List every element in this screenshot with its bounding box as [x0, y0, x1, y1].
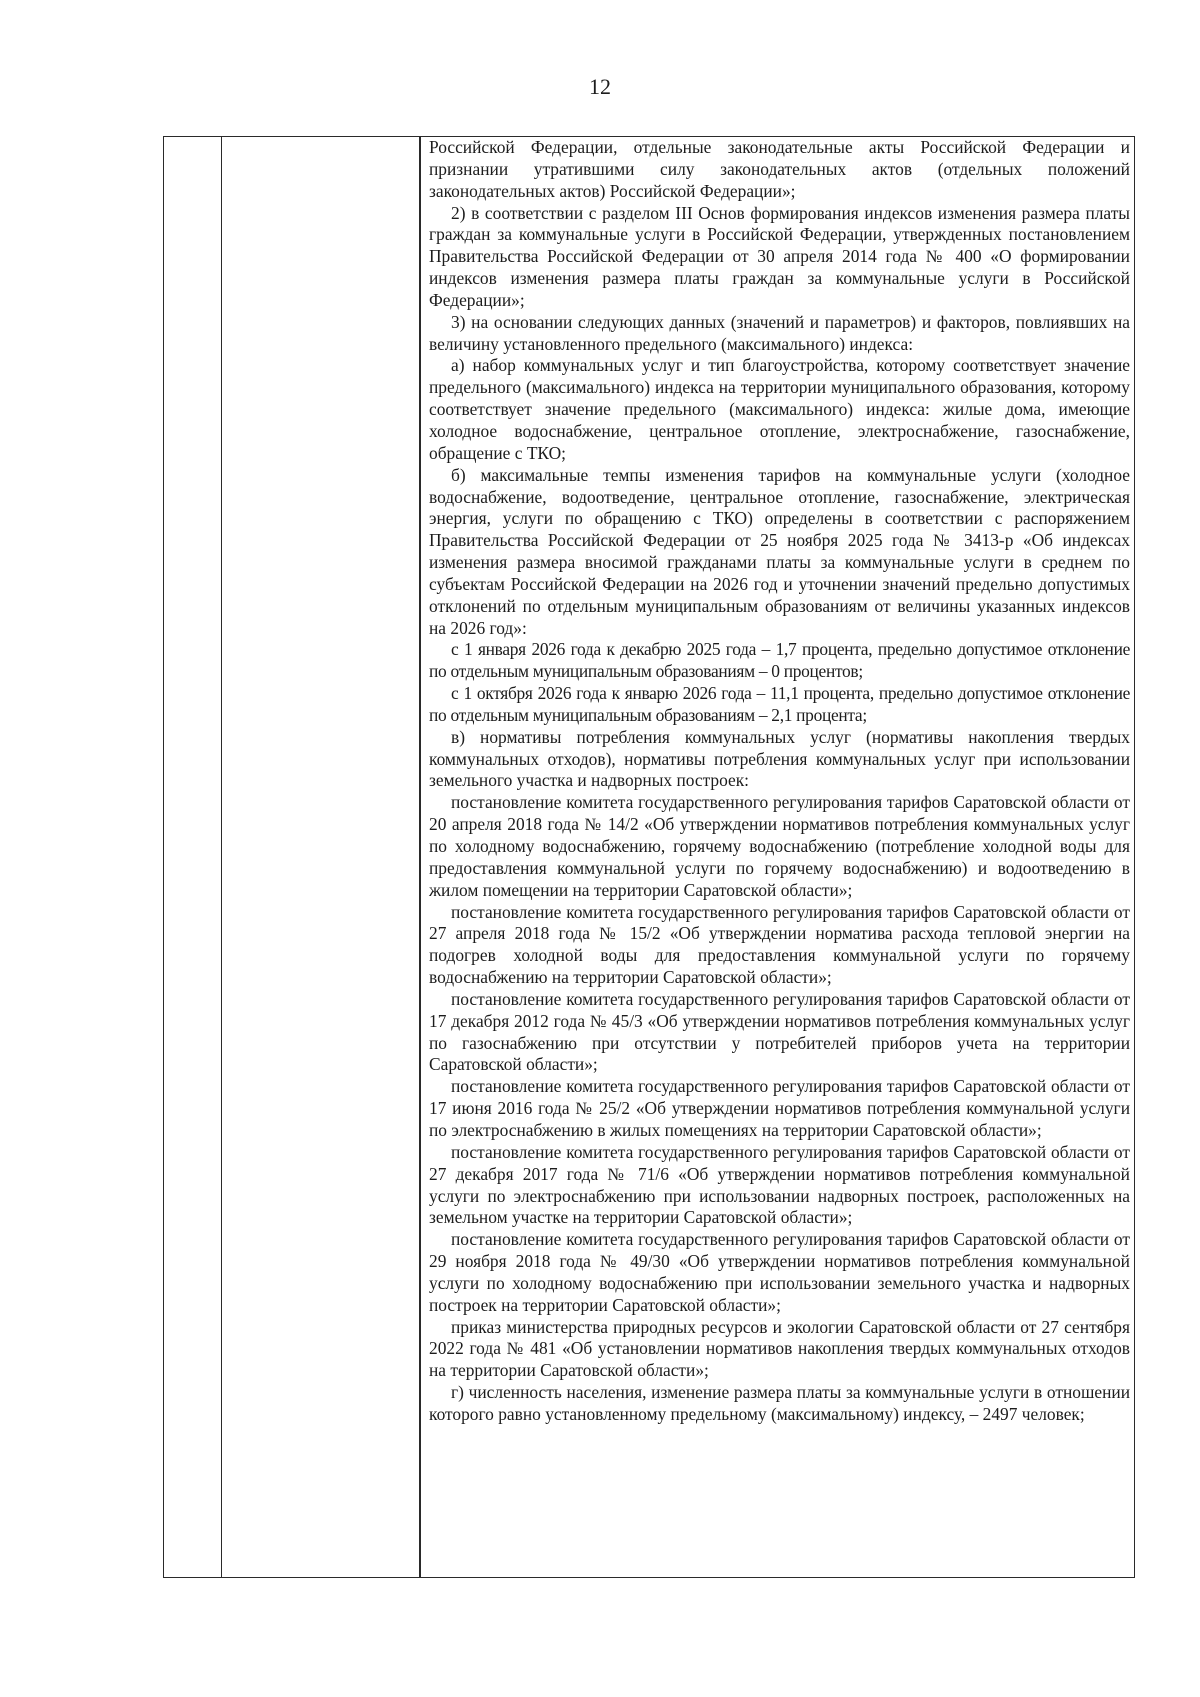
paragraph-2: 3) на основании следующих данных (значений и параметров) и факторов, повлиявших на величину установленного предельного (максимального) индекса:: [429, 311, 1130, 354]
table-column-2: [222, 137, 421, 1577]
paragraph-10: постановление комитета государственного регулирования тарифов Саратовской области от 17 декабря 2012 года № 45/3 «Об утверждении нормативов потребления коммунальных услуг по газоснабжению при отсутствии у потребителей приборов учета на территории Саратовской области»;: [429, 988, 1130, 1075]
paragraph-5: с 1 января 2026 года к декабрю 2025 года – 1,7 процента, предельно допустимое отклонение по отдельным муниципальным образованиям – 0 процентов;: [429, 639, 1130, 682]
paragraph-7: в) нормативы потребления коммунальных услуг (нормативы накопления твердых коммунальных отходов), нормативы потребления коммунальных услуг при использовании земельного участка и надворных построек:: [429, 726, 1130, 791]
paragraph-6: с 1 октября 2026 года к январю 2026 года – 11,1 процента, предельно допустимое отклонение по отдельным муниципальным образованиям – 2,1 процента;: [429, 683, 1130, 725]
paragraph-11: постановление комитета государственного регулирования тарифов Саратовской области от 17 июня 2016 года № 25/2 «Об утверждении нормативов потребления коммунальной услуги по электроснабжению в жилых помещениях на территории Саратовской области»;: [429, 1076, 1130, 1140]
paragraph-3: а) набор коммунальных услуг и тип благоустройства, которому соответствует значение предельного (максимального) индекса на территории муниципального образования, которому соответствует значение предельного (максимального) индекса: жилые дома, имеющие холодное водоснабжение, центральное отопление, электроснабжение, газоснабжение, обращение с ТКО;: [429, 355, 1130, 463]
paragraph-9: постановление комитета государственного регулирования тарифов Саратовской области от 27 апреля 2018 года № 15/2 «Об утверждении норматива расхода тепловой энергии на подогрев холодной воды для предоставления коммунальной услуги по горячему водоснабжению на территории Саратовской области»;: [429, 901, 1130, 988]
paragraph-12: постановление комитета государственного регулирования тарифов Саратовской области от 27 декабря 2017 года № 71/6 «Об утверждении нормативов потребления коммунальной услуги по электроснабжению при использовании надворных построек, расположенных на земельном участке на территории Саратовской области»;: [429, 1141, 1130, 1228]
paragraph-1: 2) в соответствии с разделом III Основ формирования индексов изменения размера платы граждан за коммунальные услуги в Российской Федерации, утвержденных постановлением Правительства Российской Федерации от 30 апреля 2014 года № 400 «О формировании индексов изменения размера платы граждан за коммунальные услуги в Российской Федерации»;: [429, 202, 1130, 310]
paragraph-4: б) максимальные темпы изменения тарифов на коммунальные услуги (холодное водоснабжение, водоотведение, центральное отопление, газоснабжение, электрическая энергия, услуги по обращению с ТКО) определены в соответствии с распоряжением Правительства Российской Федерации от 25 ноября 2025 года № 3413-р «Об индексах изменения размера вносимой гражданами платы за коммунальные услуги в среднем по субъектам Российской Федерации на 2026 год и уточнении значений предельно допустимых отклонений по отдельным муниципальным образованиям от величины указанных индексов на 2026 год»:: [429, 464, 1130, 638]
paragraph-8: постановление комитета государственного регулирования тарифов Саратовской области от 20 апреля 2018 года № 14/2 «Об утверждении нормативов потребления коммунальных услуг по холодному водоснабжению, горячему водоснабжению (потребление холодной воды для предоставления коммунальной услуги по горячему водоснабжению) и водоотведению в жилом помещении на территории Саратовской области»;: [429, 792, 1130, 900]
paragraph-13: постановление комитета государственного регулирования тарифов Саратовской области от 29 ноября 2018 года № 49/30 «Об утверждении нормативов потребления коммунальной услуги по холодному водоснабжению при использовании земельного участка и надворных построек на территории Саратовской области»;: [429, 1229, 1130, 1315]
document-table: [163, 136, 1135, 1578]
paragraph-14: приказ министерства природных ресурсов и экологии Саратовской области от 27 сентября 2022 года № 481 «Об установлении нормативов накопления твердых коммунальных отходов на территории Саратовской области»;: [429, 1316, 1130, 1381]
table-column-3-text: [421, 137, 1134, 1577]
table-column-1: [164, 137, 222, 1577]
paragraph-15: г) численность населения, изменение размера платы за коммунальные услуги в отношении которого равно установленному предельному (максимальному) индексу, – 2497 человек;: [429, 1382, 1130, 1424]
page-number: 12: [589, 74, 611, 99]
paragraph-0: Российской Федерации, отдельные законодательные акты Российской Федерации и признании утратившими силу законодательных актов (отдельных положений законодательных актов) Российской Федерации»;: [429, 137, 1130, 201]
